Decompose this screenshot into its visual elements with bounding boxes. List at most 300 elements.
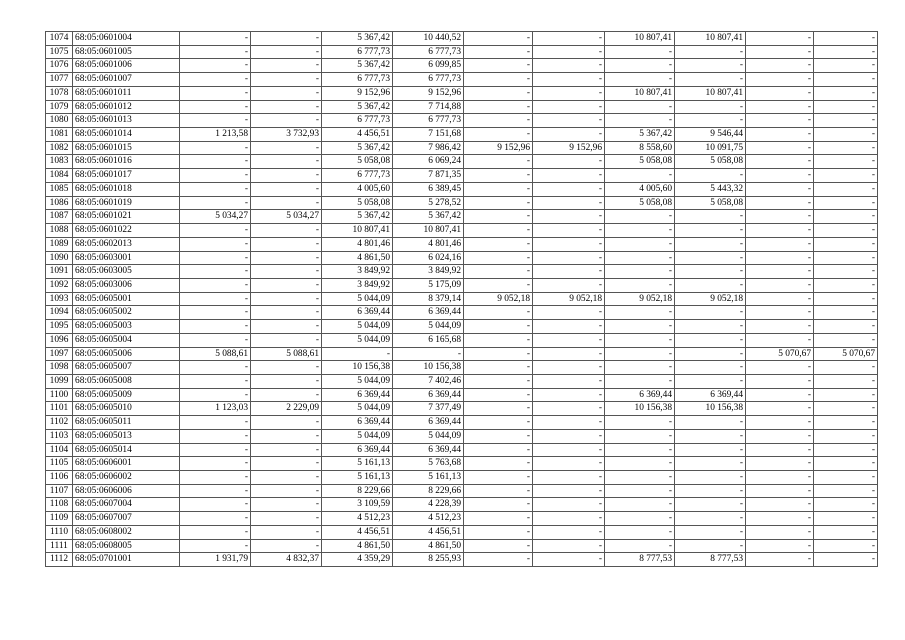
value-cell: - <box>533 347 605 361</box>
row-number-cell: 1090 <box>46 251 73 265</box>
value-cell: - <box>814 484 878 498</box>
value-cell: - <box>675 429 746 443</box>
value-cell: - <box>464 457 533 471</box>
table-row <box>46 141 878 155</box>
value-cell: 4 456,51 <box>393 525 464 539</box>
value-cell: - <box>814 59 878 73</box>
value-cell: - <box>746 402 814 416</box>
value-cell: 6 369,44 <box>393 388 464 402</box>
value-cell: - <box>675 471 746 485</box>
value-cell: 5 044,09 <box>322 333 393 347</box>
value-cell: - <box>251 182 322 196</box>
value-cell: 5 058,08 <box>322 155 393 169</box>
value-cell: 4 801,46 <box>393 237 464 251</box>
row-number-cell: 1077 <box>46 73 73 87</box>
value-cell: 3 849,92 <box>322 278 393 292</box>
value-cell: - <box>464 539 533 553</box>
cadastral-code-cell: 68:05:0601019 <box>73 196 180 210</box>
value-cell: 10 807,41 <box>322 224 393 238</box>
value-cell: 5 175,09 <box>393 278 464 292</box>
value-cell: - <box>533 196 605 210</box>
value-cell: - <box>464 484 533 498</box>
value-cell: - <box>814 457 878 471</box>
value-cell: - <box>814 73 878 87</box>
value-cell: - <box>675 525 746 539</box>
cadastral-code-cell: 68:05:0606001 <box>73 457 180 471</box>
value-cell: - <box>605 457 675 471</box>
value-cell: 8 229,66 <box>393 484 464 498</box>
value-cell: - <box>814 320 878 334</box>
value-cell: - <box>605 539 675 553</box>
value-cell: - <box>814 402 878 416</box>
value-cell: - <box>814 237 878 251</box>
table-row <box>46 484 878 498</box>
value-cell: 5 070,67 <box>746 347 814 361</box>
value-cell: 4 005,60 <box>322 182 393 196</box>
value-cell: - <box>251 196 322 210</box>
value-cell: - <box>814 443 878 457</box>
table-row <box>46 361 878 375</box>
value-cell: 6 389,45 <box>393 182 464 196</box>
value-cell: - <box>533 320 605 334</box>
value-cell: - <box>746 196 814 210</box>
value-cell: - <box>533 539 605 553</box>
cadastral-code-cell: 68:05:0601011 <box>73 86 180 100</box>
value-cell: 5 367,42 <box>322 59 393 73</box>
value-cell: - <box>533 361 605 375</box>
value-cell: - <box>814 32 878 46</box>
value-cell: - <box>533 73 605 87</box>
value-cell: 6 369,44 <box>675 388 746 402</box>
row-number-cell: 1099 <box>46 374 73 388</box>
value-cell: - <box>393 347 464 361</box>
row-number-cell: 1080 <box>46 114 73 128</box>
value-cell: - <box>814 45 878 59</box>
cadastral-code-cell: 68:05:0603005 <box>73 265 180 279</box>
value-cell: - <box>675 347 746 361</box>
value-cell: - <box>533 155 605 169</box>
value-cell: 5 278,52 <box>393 196 464 210</box>
value-cell: - <box>464 114 533 128</box>
value-cell: - <box>814 333 878 347</box>
value-cell: - <box>464 361 533 375</box>
value-cell: 4 861,50 <box>322 539 393 553</box>
value-cell: - <box>675 224 746 238</box>
row-number-cell: 1076 <box>46 59 73 73</box>
table-row <box>46 155 878 169</box>
value-cell: - <box>746 320 814 334</box>
value-cell: - <box>180 525 251 539</box>
value-cell: - <box>251 292 322 306</box>
value-cell: - <box>251 32 322 46</box>
value-cell: 4 801,46 <box>322 237 393 251</box>
row-number-cell: 1100 <box>46 388 73 402</box>
value-cell: - <box>464 169 533 183</box>
value-cell: - <box>814 265 878 279</box>
value-cell: - <box>533 86 605 100</box>
value-cell: - <box>814 196 878 210</box>
value-cell: - <box>251 73 322 87</box>
value-cell: - <box>746 237 814 251</box>
value-cell: - <box>675 498 746 512</box>
row-number-cell: 1098 <box>46 361 73 375</box>
value-cell: - <box>746 553 814 567</box>
value-cell: - <box>746 169 814 183</box>
value-cell: 6 777,73 <box>393 114 464 128</box>
value-cell: - <box>180 484 251 498</box>
value-cell: 6 369,44 <box>322 306 393 320</box>
table-row <box>46 416 878 430</box>
value-cell: - <box>533 443 605 457</box>
value-cell: - <box>464 265 533 279</box>
value-cell: - <box>180 292 251 306</box>
value-cell: - <box>814 429 878 443</box>
value-cell: 4 456,51 <box>322 525 393 539</box>
table-row <box>46 498 878 512</box>
value-cell: - <box>814 471 878 485</box>
value-cell: - <box>180 251 251 265</box>
value-cell: - <box>605 237 675 251</box>
value-cell: - <box>533 265 605 279</box>
cadastral-code-cell: 68:05:0601012 <box>73 100 180 114</box>
value-cell: - <box>814 292 878 306</box>
value-cell: - <box>464 32 533 46</box>
value-cell: - <box>675 539 746 553</box>
value-cell: - <box>605 114 675 128</box>
value-cell: 4 512,23 <box>393 512 464 526</box>
value-cell: 1 931,79 <box>180 553 251 567</box>
row-number-cell: 1089 <box>46 237 73 251</box>
value-cell: 3 849,92 <box>393 265 464 279</box>
value-cell: - <box>746 498 814 512</box>
cadastral-code-cell: 68:05:0608005 <box>73 539 180 553</box>
value-cell: 5 161,13 <box>393 471 464 485</box>
value-cell: - <box>746 539 814 553</box>
cadastral-code-cell: 68:05:0605002 <box>73 306 180 320</box>
value-cell: - <box>464 128 533 142</box>
value-cell: - <box>464 374 533 388</box>
table-row <box>46 333 878 347</box>
value-cell: 6 099,85 <box>393 59 464 73</box>
cadastral-code-cell: 68:05:0601016 <box>73 155 180 169</box>
table-row <box>46 457 878 471</box>
value-cell: 9 546,44 <box>675 128 746 142</box>
row-number-cell: 1082 <box>46 141 73 155</box>
row-number-cell: 1095 <box>46 320 73 334</box>
value-cell: - <box>605 429 675 443</box>
value-cell: - <box>746 73 814 87</box>
value-cell: - <box>180 169 251 183</box>
value-cell: 10 440,52 <box>393 32 464 46</box>
value-cell: 9 152,96 <box>464 141 533 155</box>
table-row <box>46 553 878 567</box>
value-cell: 10 156,38 <box>393 361 464 375</box>
value-cell: - <box>251 361 322 375</box>
value-cell: - <box>746 265 814 279</box>
value-cell: - <box>814 251 878 265</box>
value-cell: - <box>464 402 533 416</box>
table-row <box>46 251 878 265</box>
value-cell: - <box>533 306 605 320</box>
value-cell: - <box>180 457 251 471</box>
cadastral-code-cell: 68:05:0607007 <box>73 512 180 526</box>
value-cell: - <box>746 525 814 539</box>
cadastral-code-cell: 68:05:0605003 <box>73 320 180 334</box>
value-cell: 6 777,73 <box>322 114 393 128</box>
value-cell: - <box>746 210 814 224</box>
value-cell: - <box>533 169 605 183</box>
value-cell: - <box>746 374 814 388</box>
value-cell: - <box>251 512 322 526</box>
cadastral-code-cell: 68:05:0605010 <box>73 402 180 416</box>
value-cell: - <box>605 210 675 224</box>
value-cell: - <box>814 361 878 375</box>
value-cell: - <box>746 457 814 471</box>
value-cell: - <box>605 306 675 320</box>
cadastral-code-cell: 68:05:0601004 <box>73 32 180 46</box>
value-cell: - <box>746 512 814 526</box>
value-cell: - <box>746 45 814 59</box>
value-cell: - <box>464 251 533 265</box>
value-cell: - <box>251 169 322 183</box>
value-cell: - <box>180 182 251 196</box>
row-number-cell: 1111 <box>46 539 73 553</box>
value-cell: - <box>746 114 814 128</box>
cadastral-code-cell: 68:05:0605001 <box>73 292 180 306</box>
value-cell: - <box>180 539 251 553</box>
value-cell: - <box>746 292 814 306</box>
value-cell: - <box>251 251 322 265</box>
value-cell: - <box>251 416 322 430</box>
value-cell: - <box>533 237 605 251</box>
value-cell: 10 091,75 <box>675 141 746 155</box>
value-cell: 5 044,09 <box>393 429 464 443</box>
value-cell: - <box>533 471 605 485</box>
value-cell: - <box>533 100 605 114</box>
value-cell: 6 069,24 <box>393 155 464 169</box>
value-cell: - <box>533 278 605 292</box>
value-cell: - <box>605 73 675 87</box>
value-cell: - <box>746 443 814 457</box>
value-cell: 5 058,08 <box>605 155 675 169</box>
value-cell: - <box>605 471 675 485</box>
value-cell: 8 777,53 <box>605 553 675 567</box>
value-cell: - <box>675 484 746 498</box>
table-row <box>46 539 878 553</box>
value-cell: - <box>814 498 878 512</box>
value-cell: - <box>464 278 533 292</box>
table-row <box>46 512 878 526</box>
value-cell: - <box>814 278 878 292</box>
value-cell: - <box>746 224 814 238</box>
cadastral-code-cell: 68:05:0701001 <box>73 553 180 567</box>
value-cell: - <box>605 278 675 292</box>
value-cell: - <box>180 59 251 73</box>
value-cell: 4 861,50 <box>393 539 464 553</box>
value-cell: - <box>675 306 746 320</box>
cadastral-code-cell: 68:05:0605004 <box>73 333 180 347</box>
value-cell: 4 512,23 <box>322 512 393 526</box>
row-number-cell: 1084 <box>46 169 73 183</box>
value-cell: - <box>533 251 605 265</box>
value-cell: - <box>464 320 533 334</box>
value-cell: - <box>464 416 533 430</box>
value-cell: - <box>675 374 746 388</box>
value-cell: - <box>464 196 533 210</box>
value-cell: - <box>180 73 251 87</box>
value-cell: - <box>464 100 533 114</box>
value-cell: - <box>251 59 322 73</box>
value-cell: 5 367,42 <box>393 210 464 224</box>
cadastral-code-cell: 68:05:0601005 <box>73 45 180 59</box>
value-cell: - <box>746 182 814 196</box>
value-cell: - <box>533 32 605 46</box>
cadastral-code-cell: 68:05:0605007 <box>73 361 180 375</box>
value-cell: 5 034,27 <box>180 210 251 224</box>
table-row <box>46 237 878 251</box>
value-cell: - <box>533 374 605 388</box>
value-cell: - <box>180 306 251 320</box>
value-cell: 10 807,41 <box>675 32 746 46</box>
value-cell: - <box>746 388 814 402</box>
value-cell: - <box>251 100 322 114</box>
value-cell: - <box>464 45 533 59</box>
row-number-cell: 1107 <box>46 484 73 498</box>
value-cell: - <box>675 59 746 73</box>
value-cell: - <box>814 306 878 320</box>
value-cell: - <box>251 86 322 100</box>
value-cell: - <box>746 429 814 443</box>
value-cell: - <box>533 457 605 471</box>
value-cell: - <box>533 498 605 512</box>
value-cell: - <box>675 100 746 114</box>
value-cell: 8 379,14 <box>393 292 464 306</box>
value-cell: - <box>675 457 746 471</box>
value-cell: 5 367,42 <box>605 128 675 142</box>
row-number-cell: 1087 <box>46 210 73 224</box>
row-number-cell: 1096 <box>46 333 73 347</box>
row-number-cell: 1108 <box>46 498 73 512</box>
value-cell: 10 807,41 <box>605 32 675 46</box>
value-cell: - <box>251 114 322 128</box>
table-row <box>46 320 878 334</box>
value-cell: - <box>251 471 322 485</box>
value-cell: - <box>605 512 675 526</box>
value-cell: 10 807,41 <box>605 86 675 100</box>
value-cell: - <box>251 484 322 498</box>
value-cell: 5 367,42 <box>322 100 393 114</box>
value-cell: - <box>675 361 746 375</box>
value-cell: - <box>464 471 533 485</box>
value-cell: - <box>533 416 605 430</box>
value-cell: 5 367,42 <box>322 141 393 155</box>
value-cell: - <box>605 265 675 279</box>
value-cell: - <box>814 169 878 183</box>
value-cell: - <box>814 224 878 238</box>
value-cell: - <box>180 278 251 292</box>
table-row <box>46 59 878 73</box>
value-cell: - <box>675 512 746 526</box>
value-cell: - <box>605 347 675 361</box>
value-cell: 7 871,35 <box>393 169 464 183</box>
table-row <box>46 224 878 238</box>
row-number-cell: 1075 <box>46 45 73 59</box>
cadastral-code-cell: 68:05:0605011 <box>73 416 180 430</box>
value-cell: - <box>251 141 322 155</box>
value-cell: 5 763,68 <box>393 457 464 471</box>
row-number-cell: 1112 <box>46 553 73 567</box>
table-row <box>46 169 878 183</box>
value-cell: 9 052,18 <box>533 292 605 306</box>
value-cell: 5 044,09 <box>322 429 393 443</box>
cadastral-code-cell: 68:05:0606006 <box>73 484 180 498</box>
value-cell: - <box>533 525 605 539</box>
value-cell: 6 777,73 <box>322 169 393 183</box>
value-cell: - <box>746 155 814 169</box>
value-cell: 4 456,51 <box>322 128 393 142</box>
value-cell: - <box>605 484 675 498</box>
value-cell: 1 123,03 <box>180 402 251 416</box>
table-row <box>46 292 878 306</box>
row-number-cell: 1081 <box>46 128 73 142</box>
value-cell: 6 165,68 <box>393 333 464 347</box>
value-cell: - <box>675 210 746 224</box>
value-cell: - <box>180 265 251 279</box>
value-cell: - <box>464 59 533 73</box>
value-cell: 5 044,09 <box>322 320 393 334</box>
value-cell: - <box>814 539 878 553</box>
value-cell: - <box>464 429 533 443</box>
value-cell: - <box>533 388 605 402</box>
value-cell: - <box>251 333 322 347</box>
cadastral-code-cell: 68:05:0601018 <box>73 182 180 196</box>
table-row <box>46 210 878 224</box>
table-row <box>46 347 878 361</box>
row-number-cell: 1094 <box>46 306 73 320</box>
value-cell: - <box>675 251 746 265</box>
value-cell: 5 161,13 <box>322 457 393 471</box>
value-cell: 6 369,44 <box>605 388 675 402</box>
row-number-cell: 1105 <box>46 457 73 471</box>
value-cell: - <box>814 86 878 100</box>
value-cell: 9 052,18 <box>464 292 533 306</box>
value-cell: - <box>746 59 814 73</box>
row-number-cell: 1074 <box>46 32 73 46</box>
value-cell: - <box>675 73 746 87</box>
value-cell: - <box>464 210 533 224</box>
row-number-cell: 1079 <box>46 100 73 114</box>
value-cell: 5 058,08 <box>322 196 393 210</box>
cadastral-code-cell: 68:05:0601006 <box>73 59 180 73</box>
value-cell: - <box>464 224 533 238</box>
value-cell: 6 024,16 <box>393 251 464 265</box>
table-row <box>46 429 878 443</box>
value-cell: - <box>814 374 878 388</box>
value-cell: 9 052,18 <box>605 292 675 306</box>
table-row <box>46 388 878 402</box>
value-cell: - <box>675 443 746 457</box>
table-row <box>46 73 878 87</box>
value-cell: 6 369,44 <box>322 416 393 430</box>
value-cell: - <box>251 224 322 238</box>
value-cell: - <box>464 525 533 539</box>
value-cell: - <box>533 224 605 238</box>
value-cell: - <box>180 471 251 485</box>
value-cell: 4 861,50 <box>322 251 393 265</box>
value-cell: 6 369,44 <box>393 306 464 320</box>
value-cell: - <box>180 237 251 251</box>
value-cell: - <box>675 114 746 128</box>
